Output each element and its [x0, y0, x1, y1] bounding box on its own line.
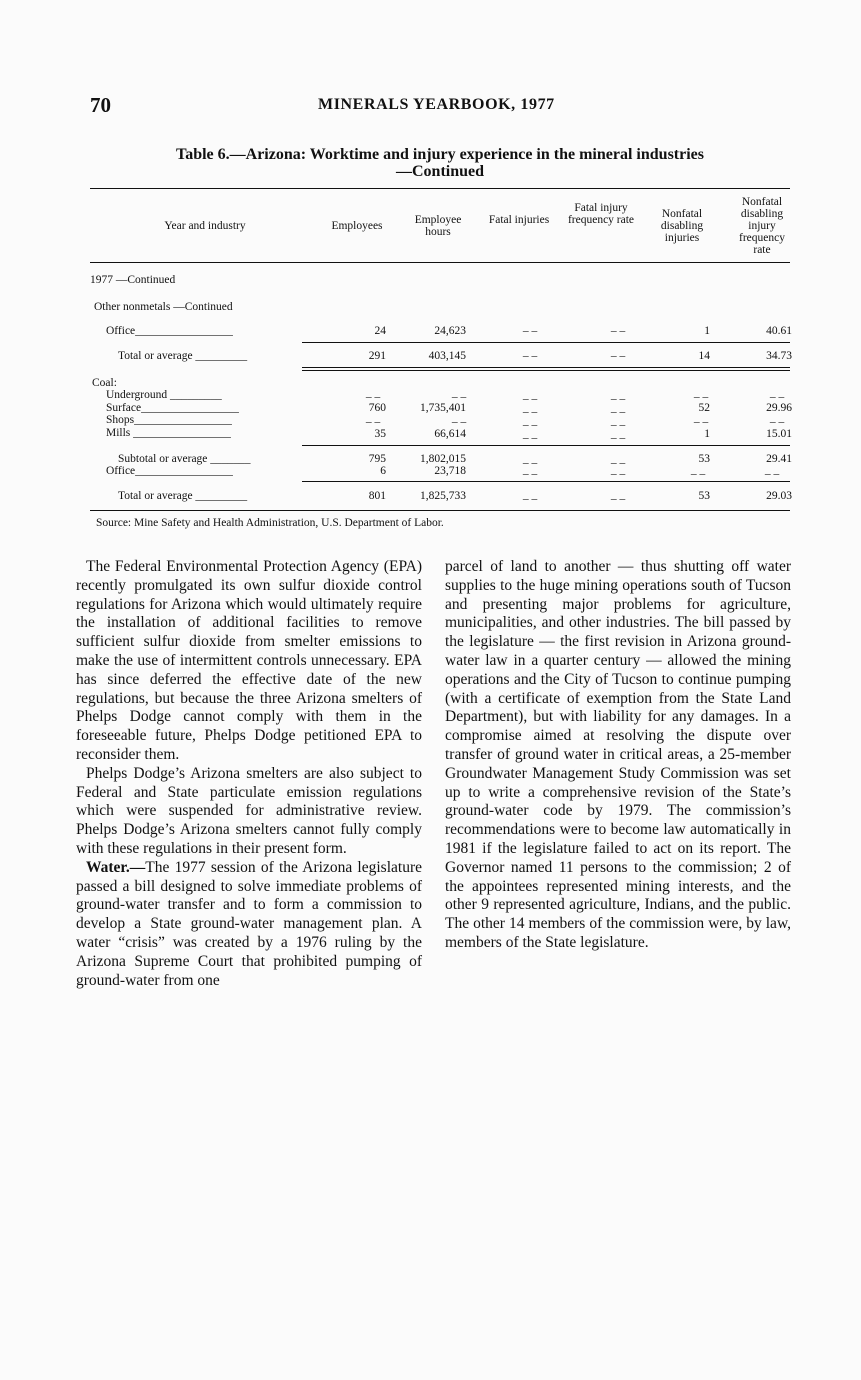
- dot-leader: _________: [195, 490, 248, 502]
- col-header-nonfatal-rate: Nonfatal disabling injury frequency rate: [739, 196, 785, 256]
- cell-fatal: – –: [522, 393, 538, 405]
- cell-fatal: – –: [522, 350, 538, 362]
- row-label: Subtotal or average: [118, 453, 208, 465]
- row-label: Total or average: [118, 350, 193, 362]
- cell-fatal-rate: – –: [610, 419, 626, 431]
- cell-fatal: – –: [522, 419, 538, 431]
- cell-employees: 801: [368, 490, 386, 502]
- cell-fatal: – –: [522, 468, 538, 480]
- paragraph-text: The 1977 session of the Arizona legislature passed a bill designed to solve immediate problems of ground-water transfer and to form a commission to develop a State ground-water management plan. A water “crisis” was created by a 1976 ruling by the Arizona Supreme Court that prohibited pumping of ground-water from one: [76, 858, 422, 989]
- dot-leader: _________________: [133, 427, 231, 439]
- cell-hours: – –: [451, 416, 467, 428]
- row-label: Office: [106, 325, 136, 337]
- cell-nonfatal: 1: [704, 428, 710, 440]
- cell-nonfatal: 53: [698, 490, 710, 502]
- dot-leader: _________________: [135, 465, 233, 477]
- cell-employees: 291: [368, 350, 386, 362]
- table-top-rule: [90, 188, 790, 189]
- page-number: 70: [90, 93, 111, 117]
- cell-nonfatal-rate: – –: [769, 416, 785, 428]
- section-year: 1977 —Continued: [90, 274, 176, 286]
- cell-fatal: – –: [522, 325, 538, 337]
- cell-fatal-rate: – –: [610, 432, 626, 444]
- cell-nonfatal: 14: [698, 350, 710, 362]
- cell-nonfatal-rate: 40.61: [766, 325, 792, 337]
- subtotal-rule: [302, 445, 790, 446]
- cell-nonfatal-rate: 15.01: [766, 428, 792, 440]
- cell-hours: 24,623: [434, 325, 466, 337]
- col-header-nonfatal-injuries: Nonfatal disabling injuries: [660, 208, 704, 244]
- col-header-industry: Year and industry: [164, 220, 246, 232]
- cell-employees: 24: [374, 325, 386, 337]
- row-label: Mills: [106, 427, 131, 439]
- coal-heading: Coal:: [92, 377, 117, 389]
- table-bottom-rule: [90, 510, 790, 511]
- col-header-employee-hours: Employee hours: [414, 214, 462, 238]
- cell-nonfatal: – –: [690, 468, 706, 480]
- cell-fatal: – –: [522, 406, 538, 418]
- cell-employees: – –: [365, 391, 381, 403]
- text-column-right: [445, 558, 791, 953]
- cell-fatal: – –: [522, 432, 538, 444]
- cell-fatal-rate: – –: [610, 325, 626, 337]
- cell-hours: 1,802,015: [420, 453, 466, 465]
- cell-nonfatal-rate: – –: [764, 468, 780, 480]
- table-title-line1: Table 6.—Arizona: Worktime and injury experience in the mineral industries: [176, 146, 704, 163]
- section-double-rule: [302, 367, 790, 371]
- paragraph: parcel of land to another — thus shutting off water supplies to the huge mining operations south of Tucson and presenting major problems for agriculture, municipalities, and other industries. The bill passed by the legislature — the first revision in Arizona ground-water law in a quarter century — allowed the mining operations and the City of Tucson to continue pumping (with a certificate of exemption from the State Land Department), but with liability for any damages. In a compromise aimed at resolving the dispute over transfer of ground water in critical areas, a 25-member Groundwater Management Study Commission was set up to write a comprehensive revision of the State’s ground-water code by 1979. The commission’s recommendations were to become law automatically in 1981 if the legislature failed to act on its report. The Governor named 11 persons to the commission; 2 of the appointees represented mining interests, and the other 9 represented agriculture, Indians, and the public. The other 14 members of the commission were, by law, members of the State legislature.: [445, 558, 791, 951]
- cell-fatal: – –: [522, 493, 538, 505]
- dot-leader: _________________: [134, 414, 232, 426]
- col-header-fatal-rate: Fatal injury frequency rate: [567, 202, 635, 226]
- cell-fatal: – –: [522, 457, 538, 469]
- subtotal-rule: [302, 481, 790, 482]
- col-header-employees: Employees: [331, 220, 383, 232]
- cell-nonfatal: 53: [698, 453, 710, 465]
- cell-nonfatal-rate: 29.41: [766, 453, 792, 465]
- paragraph: [76, 859, 422, 991]
- cell-hours: – –: [451, 391, 467, 403]
- cell-employees: 795: [368, 453, 386, 465]
- header-bottom-rule: [90, 262, 790, 263]
- cell-nonfatal-rate: 29.03: [766, 490, 792, 502]
- row-label: Total or average: [118, 490, 193, 502]
- paragraph: Phelps Dodge’s Arizona smelters are also subject to Federal and State particulate emission regulations which were suspended for administrative review. Phelps Dodge’s Arizona smelters cannot fully comply with these regulations in their present form.: [76, 764, 422, 857]
- run-in-heading: Water.—: [86, 858, 146, 876]
- cell-employees: – –: [365, 416, 381, 428]
- cell-employees: 6: [380, 465, 386, 477]
- table-source-note: Source: Mine Safety and Health Administration, U.S. Department of Labor.: [96, 517, 444, 529]
- dot-leader: _______: [210, 453, 251, 465]
- cell-fatal-rate: – –: [610, 457, 626, 469]
- dot-leader: _________: [195, 350, 248, 362]
- cell-nonfatal: – –: [693, 416, 709, 428]
- cell-hours: 1,825,733: [420, 490, 466, 502]
- subtotal-rule: [302, 342, 790, 343]
- cell-fatal-rate: – –: [610, 468, 626, 480]
- running-title: MINERALS YEARBOOK, 1977: [318, 96, 555, 113]
- cell-nonfatal: – –: [693, 391, 709, 403]
- cell-nonfatal-rate: – –: [769, 391, 785, 403]
- row-label: Underground: [106, 389, 168, 401]
- cell-hours: 1,735,401: [420, 402, 466, 414]
- paragraph: The Federal Environmental Protection Agency (EPA) recently promulgated its own sulfur dioxide control regulations for Arizona which would ultimately require the installation of additional facilities to remove sufficient sulfur dioxide from smelter emissions to make the use of intermittent controls unnecessary. EPA has since deferred the effective date of the new regulations, but because the three Arizona smelters of Phelps Dodge cannot comply with them in the foreseeable future, Phelps Dodge petitioned EPA to reconsider them.: [76, 558, 422, 763]
- cell-nonfatal-rate: 29.96: [766, 402, 792, 414]
- table-title: [90, 146, 790, 180]
- dot-leader: _________________: [135, 325, 233, 337]
- cell-fatal-rate: – –: [610, 406, 626, 418]
- col-header-fatal-injuries: Fatal injuries: [488, 214, 550, 226]
- table-title-line2: —Continued: [395, 163, 485, 180]
- row-label: Office: [106, 465, 136, 477]
- text-column-left: [76, 558, 422, 990]
- cell-hours: 23,718: [434, 465, 466, 477]
- cell-nonfatal-rate: 34.73: [766, 350, 792, 362]
- cell-employees: 35: [374, 428, 386, 440]
- cell-fatal-rate: – –: [610, 393, 626, 405]
- cell-fatal-rate: – –: [610, 493, 626, 505]
- cell-nonfatal: 52: [698, 402, 710, 414]
- cell-employees: 760: [368, 402, 386, 414]
- cell-hours: 66,614: [434, 428, 466, 440]
- cell-fatal-rate: – –: [610, 350, 626, 362]
- cell-nonfatal: 1: [704, 325, 710, 337]
- cell-hours: 403,145: [428, 350, 466, 362]
- section-other-nonmetals: Other nonmetals —Continued: [94, 301, 233, 313]
- dot-leader: _________________: [141, 402, 239, 414]
- row-label: Surface: [106, 402, 142, 414]
- row-label: Shops: [106, 414, 135, 426]
- dot-leader: _________: [170, 389, 222, 401]
